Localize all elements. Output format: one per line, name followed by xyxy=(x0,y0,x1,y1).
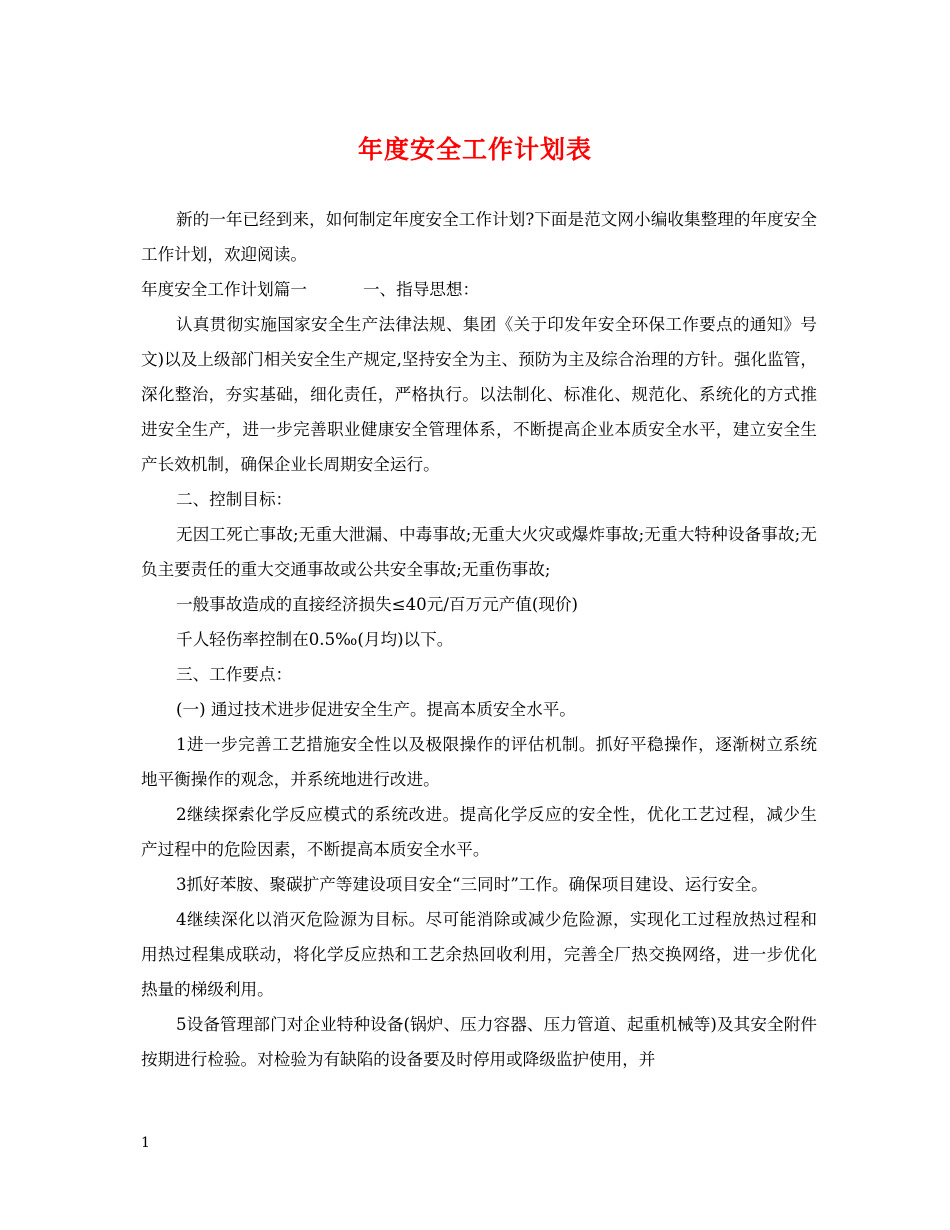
guiding-ideology-paragraph: 认真贯彻实施国家安全生产法律法规、集团《关于印发年安全环保工作要点的通知》号文)以及上级部门相关安全生产规定,坚持安全为主、预防为主及综合治理的方针。强化监管，深化整治，夯实基础，细化责任，严格执行。以法制化、标准化、规范化、系统化的方式推进安全生产，进一步完善职业健康安全管理体系，不断提高企业本质安全水平，建立安全生产长效机制，确保企业长周期安全运行。 xyxy=(141,315,817,474)
document-title: 年度安全工作计划表 xyxy=(357,135,592,164)
document-body xyxy=(141,202,817,1077)
section-line xyxy=(141,272,817,307)
intro-paragraph: 新的一年已经到来，如何制定年度安全工作计划?下面是范文网小编收集整理的年度安全工作计划，欢迎阅读。 xyxy=(141,210,817,264)
work-point-item-1: 1进一步完善工艺措施安全性以及极限操作的评估机制。抓好平稳操作，逐渐树立系统地平衡操作的观念，并系统地进行改进。 xyxy=(141,735,817,789)
work-point-item-2: 2继续探索化学反应模式的系统改进。提高化学反应的安全性，优化工艺过程，减少生产过程中的危险因素，不断提高本质安全水平。 xyxy=(141,805,817,859)
injury-rate-paragraph: 千人轻伤率控制在0.5‰(月均)以下。 xyxy=(176,630,454,649)
section-label: 年度安全工作计划篇一 xyxy=(141,280,307,299)
page-number: 1 xyxy=(141,1135,150,1151)
economic-loss-paragraph: 一般事故造成的直接经济损失≤40元/百万元产值(现价) xyxy=(176,595,579,614)
control-targets-heading: 二、控制目标： xyxy=(176,490,293,509)
section-heading: 一、指导思想： xyxy=(362,280,480,299)
work-point-item-3: 3抓好苯胺、聚碳扩产等建设项目安全“三同时”工作。确保项目建设、运行安全。 xyxy=(176,875,768,894)
work-point-subheading-1: (一) 通过技术进步促进安全生产。提高本质安全水平。 xyxy=(176,700,576,719)
work-point-item-4: 4继续深化以消灭危险源为目标。尽可能消除或减少危险源，实现化工过程放热过程和用热过程集成联动，将化学反应热和工艺余热回收利用，完善全厂热交换网络，进一步优化热量的梯级利用。 xyxy=(141,910,817,999)
work-points-heading: 三、工作要点： xyxy=(176,665,293,684)
control-targets-paragraph: 无因工死亡事故;无重大泄漏、中毒事故;无重大火灾或爆炸事故;无重大特种设备事故;无负主要责任的重大交通事故或公共安全事故;无重伤事故; xyxy=(141,525,817,579)
work-point-item-5: 5设备管理部门对企业特种设备(锅炉、压力容器、压力管道、起重机械等)及其安全附件按期进行检验。对检验为有缺陷的设备要及时停用或降级监护使用，并 xyxy=(141,1015,817,1069)
